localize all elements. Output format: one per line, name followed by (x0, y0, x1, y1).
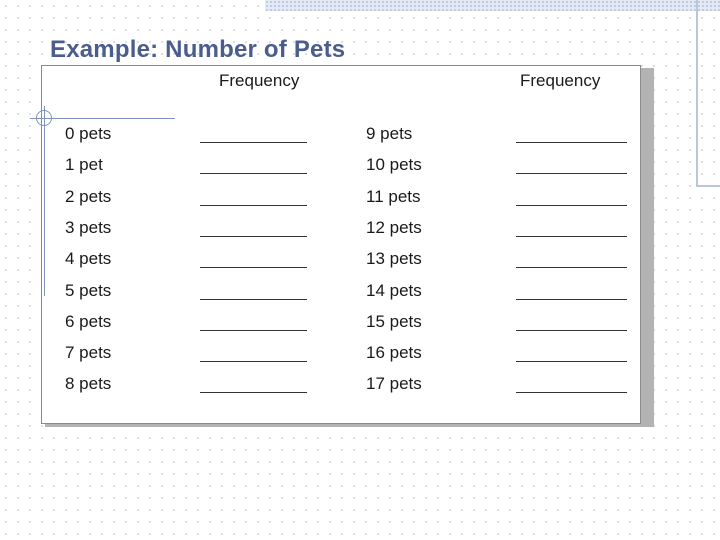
right-pet-count-label: 14 pets (366, 280, 422, 300)
right-decorative-tick (696, 185, 720, 187)
right-pet-count-label: 11 pets (366, 186, 421, 206)
left-frequency-blank (200, 361, 307, 362)
right-pet-count-label: 15 pets (366, 311, 422, 331)
right-frequency-blank (516, 330, 627, 331)
right-frequency-blank (516, 205, 627, 206)
right-pet-count-label: 13 pets (366, 249, 422, 269)
left-pet-count-label: 3 pets (65, 217, 112, 237)
right-pet-count-label: 17 pets (366, 374, 422, 394)
right-frequency-blank (516, 361, 627, 362)
left-pet-count-label: 8 pets (65, 374, 112, 394)
right-pet-count-label: 9 pets (366, 124, 413, 143)
left-pet-count-label: 6 pets (65, 311, 112, 331)
left-frequency-blank (200, 173, 307, 174)
left-pet-count-label: 1 pet (65, 155, 103, 175)
left-frequency-blank (200, 299, 307, 300)
left-pet-count-label: 5 pets (65, 280, 112, 300)
left-pet-count-label: 7 pets (65, 343, 112, 363)
left-frequency-blank (200, 267, 307, 268)
left-pet-count-label: 4 pets (65, 249, 112, 269)
right-pet-count-label: 12 pets (366, 217, 422, 237)
right-frequency-blank (516, 142, 627, 143)
frequency-header-left: Frequency (219, 71, 300, 90)
left-frequency-blank (200, 236, 307, 237)
left-pet-count-label: 2 pets (65, 186, 112, 206)
right-frequency-blank (516, 299, 627, 300)
right-decorative-line (696, 0, 698, 187)
left-frequency-blank (200, 142, 307, 143)
decorative-circle (36, 110, 52, 126)
decorative-vertical-line (44, 106, 45, 296)
right-pet-count-label: 10 pets (366, 155, 422, 175)
slide-title: Example: Number of Pets (50, 36, 346, 63)
right-frequency-blank (516, 173, 627, 174)
left-frequency-blank (200, 392, 307, 393)
right-frequency-blank (516, 236, 627, 237)
left-pet-count-label: 0 pets (65, 124, 112, 143)
left-frequency-blank (200, 330, 307, 331)
frequency-header-right: Frequency (520, 71, 601, 90)
top-decorative-bar (265, 0, 720, 11)
right-pet-count-label: 16 pets (366, 343, 422, 363)
right-frequency-blank (516, 392, 627, 393)
right-frequency-blank (516, 267, 627, 268)
left-frequency-blank (200, 205, 307, 206)
